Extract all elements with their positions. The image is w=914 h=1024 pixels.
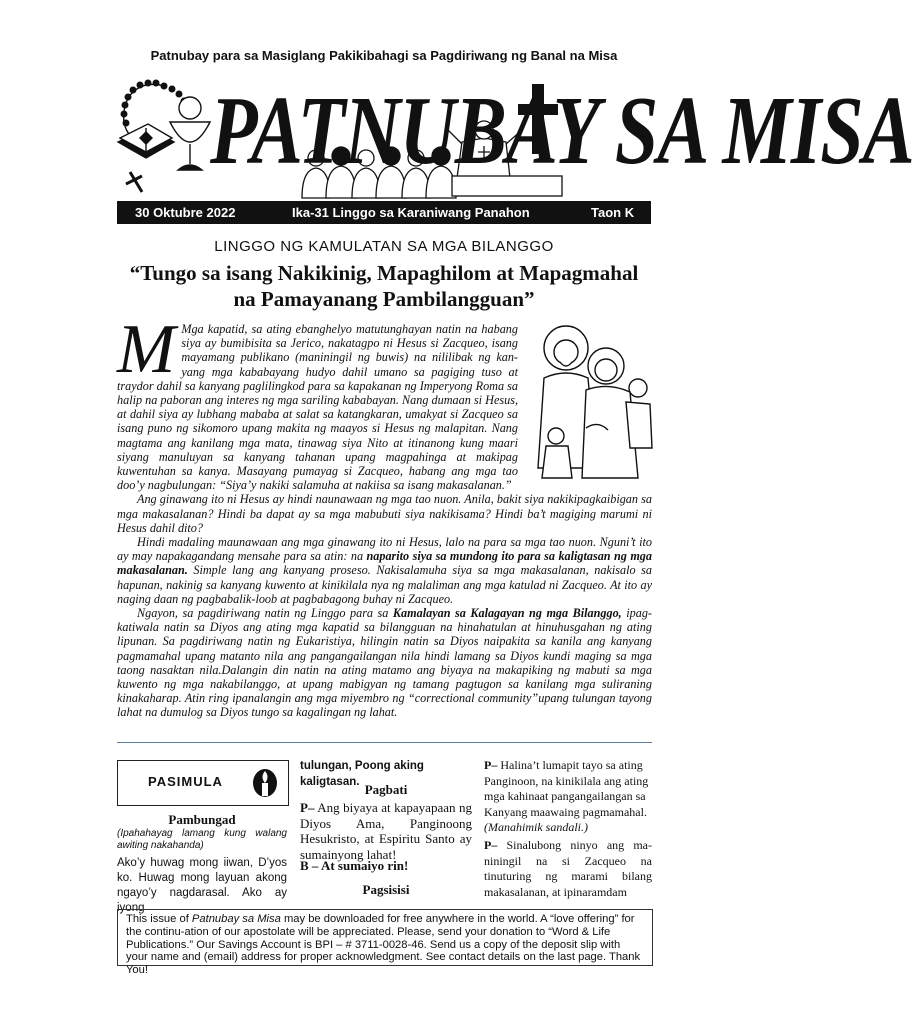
jesus-zacchaeus-illustration xyxy=(526,318,654,488)
pagbati-heading: Pagbati xyxy=(364,782,408,797)
pambungad-note: (Ipahahayag lamang kung walang awiting nakahanda) xyxy=(117,828,287,851)
priest-marker-3: P– xyxy=(484,838,498,852)
download-notice xyxy=(126,913,644,977)
pambungad-antiphon: Ako’y huwag mong iiwan, D’yos ko. Huwag mong layuan akong ngayo’y nagdarasal. Ako ay iyong xyxy=(117,857,287,914)
article-p3-text: Hindi madaling maunawaan ang mga ginawang ito ni Hesus, lalo na para sa mga tao nuon. Nguni’t ito ay may napakagandang mensahe para sa atin: na xyxy=(117,535,652,564)
pagbati-priest xyxy=(300,800,472,862)
liturgical-year: Taon K xyxy=(591,205,635,220)
issue-date: 30 Oktubre 2022 xyxy=(135,205,236,220)
pasimula-box xyxy=(117,760,289,806)
pagbati-text: Ang biyaya at kapayapaan ng Diyos Ama, Panginoong Hesukristo, at Espiritu Santo ay sumainyong lahat! xyxy=(300,800,472,862)
headline xyxy=(100,260,668,312)
people-marker: B – xyxy=(300,858,319,873)
article-p3-text-end: Simple lang ang kanyang proseso. Nakisalamuha siya sa mga makasalanan, nakisalo sa hapunan, nakinig sa kanyang kuwento at kinikilala nya ng malaliman ang mga katulad ni Zacqueo. At ito ay naging daan ng pagbabalik-loob at pagbabagong buhay ni Zacqueo. xyxy=(117,563,652,606)
occasion-title: LINGGO NG KAMULATAN SA MGA BILANGGO xyxy=(214,238,554,255)
invitation-note: (Manahimik sandali.) xyxy=(484,820,588,834)
publication-title: PATNUBAY SA MISA xyxy=(210,75,914,184)
pambungad-heading: Pambungad xyxy=(168,812,236,827)
download-notice-box xyxy=(117,909,653,977)
liturgical-sunday: Ika-31 Linggo sa Karaniwang Panahon xyxy=(292,205,530,220)
article-body xyxy=(117,311,652,720)
issue-band xyxy=(117,201,651,224)
chalice-icon xyxy=(170,97,210,170)
article-p4-text: Ngayon, sa pagdiriwang natin ng Linggo para sa xyxy=(137,606,393,621)
priest-marker: P– xyxy=(300,800,315,815)
headline-line-2: na Pamayanang Pambilangguan” xyxy=(233,287,535,311)
notice-publication-name: Patnubay sa Misa xyxy=(191,913,281,925)
invocation-text: Sinalubong ninyo ang ma-niningil na si Zacqueo na tinuturing ng marami bilang makasalanan, at ipinaramdam xyxy=(484,838,652,899)
invitation-text: Halina’t lumapit tayo sa ating Panginoon, na kinikilala ang ating mga kahinaat pangangailangan sa Kanyang maawaing pagmamahal. xyxy=(484,758,649,819)
response-text: At sumaiyo rin! xyxy=(318,858,409,873)
pagsisisi-invitation xyxy=(484,758,652,836)
article-paragraph-3 xyxy=(117,535,652,606)
article-p3-emphasis: naparito siya sa mundong ito para sa kaligtasan ng mga makasalanan. xyxy=(117,549,652,578)
article-paragraph-1: Mga kapatid, sa ating ebanghelyo matutunghayan natin na habang siya ay bumibisita sa Jerico, nakatagpo ni Hesus si Zacqueo, isang mayamang publikano (maniningil ng buwis) na nililibak ng kan-yang mga kababayang hudyo dahil umano sa pagiging tuso at traydor dahil sa kanyang paglilingkod para sa kapakanan ng Imperyong Roma sa halip na paboran ang interes ng mga sariling kababayan. Nang dumaan si Hesus, at dahil siya ay lubhang mababa at salat sa katangkaran, umakyat si Zacqueo sa isang puno ng sikomoro upang makita ng maayos si Hesus ng malapitan. Nang magtama ang kanilang mga mata, tinawag siya Nito at itinanong kung maari siyang manuluyan sa kanyang tahanan upang magpahinga at makipag kuwentuhan sa kanya. Masayang pumayag si Zacqueo, habang ang mga tao doo’y nagbulungan: “Siya’y nakiki salamuha at nakiisa sa isang makasalanan.” xyxy=(117,322,518,493)
notice-text-end: may be downloaded for free anywhere in the world. A “love offering” for the continu-ation of our apostolate will be appreciated. Please, send your donation to “Word & Life Publications.” Our Savings Account is BPI – # 3711-0028-46. Send us a copy of the deposit slip with your name and (email) address for proper acknowledgment. See contact details on the last page. Thank You! xyxy=(126,913,641,977)
candle-icon xyxy=(250,767,280,799)
priest-marker-2: P– xyxy=(484,758,498,772)
headline-line-1: “Tungo sa isang Nakikinig, Mapaghilom at Mapagmahal xyxy=(129,261,639,285)
pagsisisi-heading: Pagsisisi xyxy=(362,882,410,897)
top-tagline: Patnubay para sa Masiglang Pakikibahagi sa Pagdiriwang ng Banal na Misa xyxy=(150,48,618,63)
pagbati-response xyxy=(300,858,472,874)
pagsisisi-first-invocation xyxy=(484,838,652,900)
notice-text-start: This issue of xyxy=(126,913,192,925)
article-paragraph-4 xyxy=(117,606,652,720)
antiphon-continuation: tulungan, Poong aking kaligtasan. xyxy=(300,760,424,788)
article-p4-emphasis: Kamalayan sa Kalagayan ng mga Bilanggo, xyxy=(392,606,622,621)
drop-cap: M xyxy=(117,311,176,388)
pasimula-label: PASIMULA xyxy=(148,774,223,789)
section-divider xyxy=(117,742,652,743)
article-p4-text-end: ipag-katiwala natin sa Diyos ang ating mga kapatid sa bilangguan na hinahatulan at hinuhusgahan ng ating lipunan. Sa pagdiriwang natin ng Eukaristiya, hilingin natin sa Diyos naipakita sa kanila ang kanyang pagmamahal upang matanto nila ang pangangailangan nila hindi lamang sa Diyos kundi maging sa mga taong nasaktan nila.Dalangin din natin na ating matamo ang biyaya na makapiking ng mabuti sa mga kuwento ng mga nakabilanggo, at upang mabigyan ng tamang pagtugon sa kanilang mga suliraning kinakaharap. Atin ring ipanalangin ang mga miyembro ng “correctional community”upang tulungan tayong lahat na dumulog sa Diyos tungo sa kagalingan ng lahat. xyxy=(117,606,652,720)
article-paragraph-2: Ang ginawang ito ni Hesus ay hindi naunawaan ng mga tao nuon. Anila, bakit siya nakikipagkaibigan sa mga makasalanan? Hindi ba dapat ay sa mga mabubuti siya nakikisama? Hindi ba’t magiging marumi ni Hesus dahil dito? xyxy=(117,492,652,535)
